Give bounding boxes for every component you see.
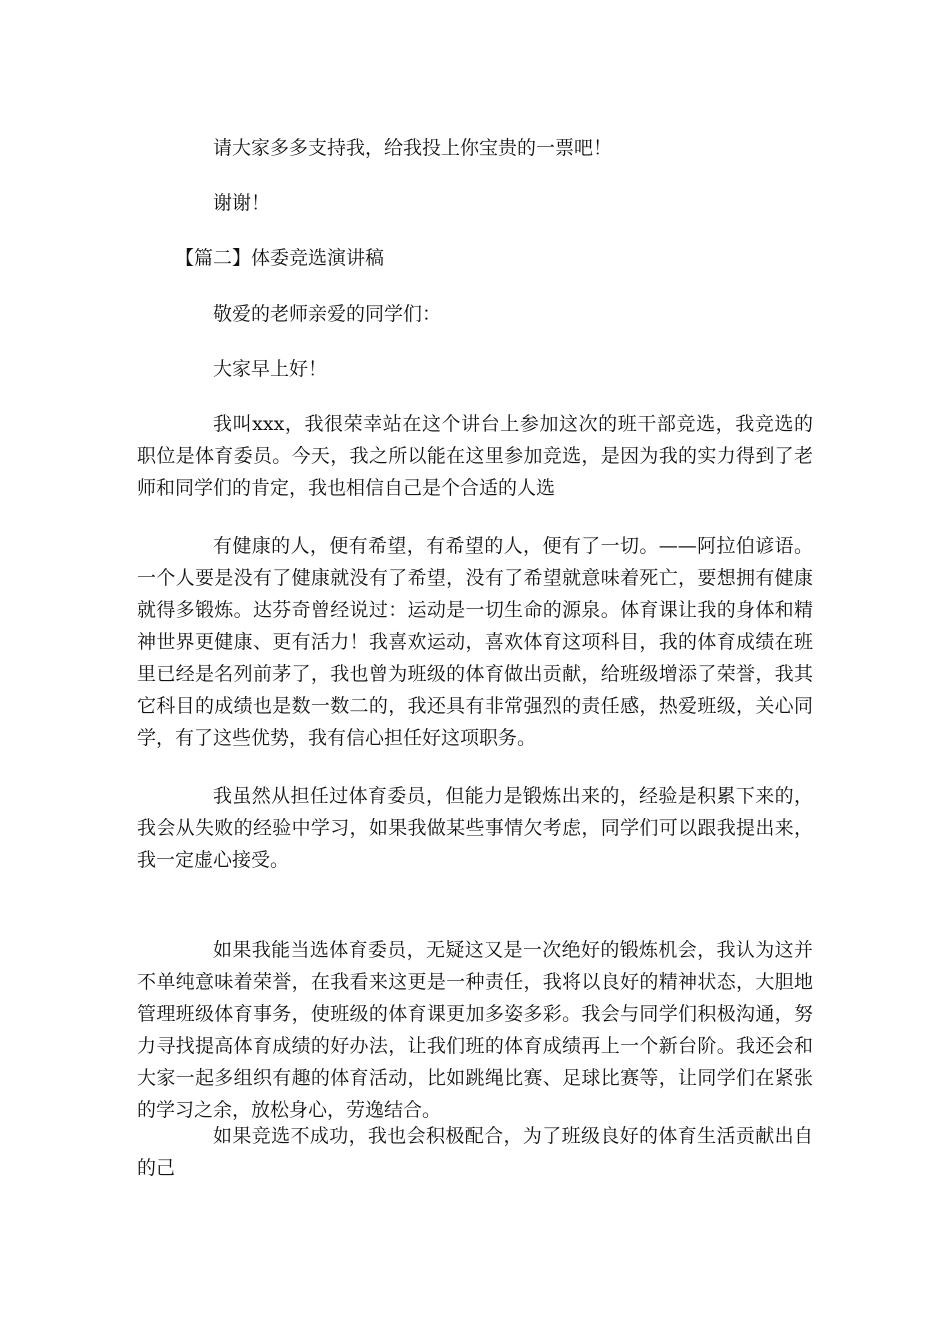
closing-appeal-paragraph: 请大家多多支持我，给我投上你宝贵的一票吧！	[213, 137, 613, 159]
salutation-paragraph: 敬爱的老师亲爱的同学们：	[213, 303, 442, 325]
health-paragraph: 有健康的人，便有希望，有希望的人，便有了一切。——阿拉伯谚语。一个人要是没有了健康就没有了希望，没有了希望就意味着死亡，要想拥有健康就得多锻炼。达芬奇曾经说过：运动是一切生命的源泉。体育课让我的身体和精神世界更健康、更有活力！我喜欢运动，喜欢体育这项科目，我的体育成绩在班里已经是名列前茅了，我也曾为班级的体育做出贡献，给班级增添了荣誉，我其它科目的成绩也是数一数二的，我还具有非常强烈的责任感，热爱班级，关心同学，有了这些优势，我有信心担任好这项职务。	[137, 535, 813, 749]
section-heading: 【篇二】体委竞选演讲稿	[175, 247, 385, 269]
introduction-paragraph: 我叫xxx，我很荣幸站在这个讲台上参加这次的班干部竞选，我竞选的职位是体育委员。今天，我之所以能在这里参加竞选，是因为我的实力得到了老师和同学们的肯定，我也相信自己是个合适的人选	[137, 413, 813, 499]
plan-paragraph: 如果我能当选体育委员，无疑这又是一次绝好的锻炼机会，我认为这并不单纯意味着荣誉，在我看来这更是一种责任，我将以良好的精神状态，大胆地管理班级体育事务，使班级的体育课更加多姿多彩。我会与同学们积极沟通，努力寻找提高体育成绩的好办法，让我们班的体育成绩再上一个新台阶。我还会和大家一起多组织有趣的体育活动，比如跳绳比赛、足球比赛等，让同学们在紧张的学习之余，放松身心，劳逸结合。	[137, 939, 813, 1121]
greeting-paragraph: 大家早上好！	[213, 358, 328, 380]
experience-paragraph: 我虽然从担任过体育委员，但能力是锻炼出来的，经验是积累下来的，我会从失败的经验中学习，如果我做某些事情欠考虑，同学们可以跟我提出来，我一定虚心接受。	[137, 785, 813, 871]
fallback-paragraph: 如果竞选不成功，我也会积极配合，为了班级良好的体育生活贡献出自的己	[137, 1125, 813, 1179]
thanks-paragraph: 谢谢！	[213, 192, 271, 214]
